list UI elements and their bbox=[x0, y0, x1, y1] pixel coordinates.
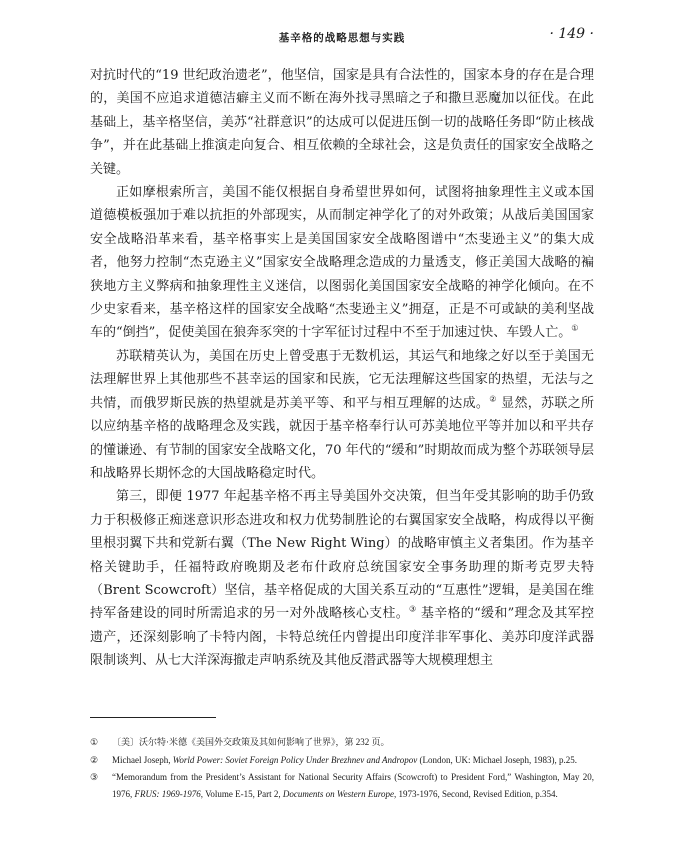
footnote-mark: ② bbox=[90, 754, 99, 765]
paragraph-1: 对抗时代的“19 世纪政治遗老”，他坚信，国家是具有合法性的，国家本身的存在是合理的，美国不应追求道德洁癖主义而不断在海外找寻黑暗之子和撒旦恶魔加以征伐。在此基础上，基辛格坚信，美苏“社群意识”的达成可以促进压倒一切的战略任务即“防止核战争”，并在此基础上推演走向复合、相互依赖的全球社会，这是负责任的国家安全战略之关键。 bbox=[90, 68, 594, 177]
body-text bbox=[90, 64, 594, 673]
footnotes bbox=[90, 734, 594, 803]
running-title: 基辛格的战略思想与实践 bbox=[278, 32, 406, 44]
footnote-ref-3[interactable]: ③ bbox=[409, 605, 417, 615]
paragraph-4-continued: 基辛格的“缓和”理念及其军控遗产，还深刻影响了卡特内阁，卡特总统任内曾提出印度洋非军事化、美苏印度洋武器限制谈判、从七大洋深海撤走声呐系统及其他反潜武器等大规模理想主 bbox=[90, 606, 595, 669]
paragraph-3-text: 苏联精英认为，美国在历史上曾受惠于无数机运，其运气和地缘之好以至于美国无法理解世界上其他那些不甚幸运的国家和民族，它无法理解这些国家的热望，无法与之共情，而俄罗斯民族的热望就是苏美平等、和平与相互理解的达成。 bbox=[90, 348, 594, 411]
paragraph-4-text: 第三，即便 1977 年起基辛格不再主导美国外交决策，但当年受其影响的助手仍致力于积极修正痴迷意识形态进攻和权力优势制胜论的右翼国家安全战略，构成得以平衡里根羽翼下共和党新右翼（The New Right Wing）的战略审慎主义者集团。作为基辛格关键助手，任福特政府晚期及老布什政府总统国家安全事务助理的斯考克罗夫特（Brent Scowcroft）坚信，基辛格促成的大国关系互动的“互惠性”逻辑，是美国在维持军备建设的同时所需追求的另一对外战略核心支柱。 bbox=[90, 489, 594, 622]
paragraph-2-text: 正如摩根索所言，美国不能仅根据自身希望世界如何，试图将抽象理性主义或本国道德模板强加于难以抗拒的外部现实，从而制定神学化了的对外政策；从战后美国国家安全战略沿革来看，基辛格事实上是美国国家安全战略图谱中“杰斐逊主义”的集大成者，他努力控制“杰克逊主义”国家安全战略理念造成的力量透支，修正美国大战略的褊狭地方主义弊病和抽象理性主义迷信，以图弱化美国国家安全战略的神学化倾向。在不少史家看来，基辛格这样的国家安全战略“杰斐逊主义”拥趸，正是不可或缺的美利坚战车的“倒挡”，促使美国在狼奔豕突的十字军征讨过程中不至于加速过快、车毁人亡。 bbox=[90, 185, 594, 341]
footnote-1 bbox=[90, 734, 594, 751]
paragraph-3 bbox=[90, 345, 594, 485]
footnote-mark: ③ bbox=[90, 772, 99, 782]
footnote-mark: ① bbox=[90, 737, 99, 747]
footnote-divider bbox=[90, 717, 216, 718]
footnote-volume-title: Documents on Western Europe bbox=[282, 788, 394, 799]
footnote-text bbox=[112, 752, 594, 769]
footnote-edition: , 1973-1976, Second, Revised Edition, p.354. bbox=[394, 788, 558, 799]
footnote-ref-1[interactable]: ① bbox=[571, 324, 579, 334]
page-number: · 149 · bbox=[549, 26, 594, 42]
footnote-text: 〔美〕沃尔特·米德《美国外交政策及其如何影响了世界》，第 232 页。 bbox=[112, 737, 390, 747]
footnote-text bbox=[112, 769, 594, 802]
footnote-book-title: World Power: Soviet Foreign Policy Under Brezhnev and Andropov bbox=[172, 754, 418, 765]
footnote-publication: (London, UK: Michael Joseph, 1983), p.25. bbox=[417, 754, 577, 765]
footnote-author: Michael Joseph, bbox=[112, 754, 173, 765]
paragraph-4 bbox=[90, 485, 594, 672]
footnote-3 bbox=[90, 769, 594, 802]
footnote-series-title: FRUS: 1969-1976 bbox=[134, 788, 201, 799]
paragraph-3-continued: 显然，苏联之所以应纳基辛格的战略理念及实践，就因于基辛格奉行认可苏美地位平等并加以和平共存的懂谦逊、有节制的国家安全战略文化，70 年代的“缓和”时期故而成为整个苏联领导层和战略界长期怀念的大国战略稳定时代。 bbox=[90, 395, 594, 481]
footnote-volume: , Volume E-15, Part 2, bbox=[200, 788, 283, 799]
page-header bbox=[90, 26, 594, 46]
footnote-ref-2[interactable]: ② bbox=[489, 394, 497, 404]
paragraph-2 bbox=[90, 181, 594, 345]
footnote-2 bbox=[90, 752, 594, 769]
footnote-memo: “Memorandum from the President’s Assistant for National Security Affairs (Scowcroft) to President Ford,” Washington, May 20, 1976, bbox=[112, 772, 594, 799]
